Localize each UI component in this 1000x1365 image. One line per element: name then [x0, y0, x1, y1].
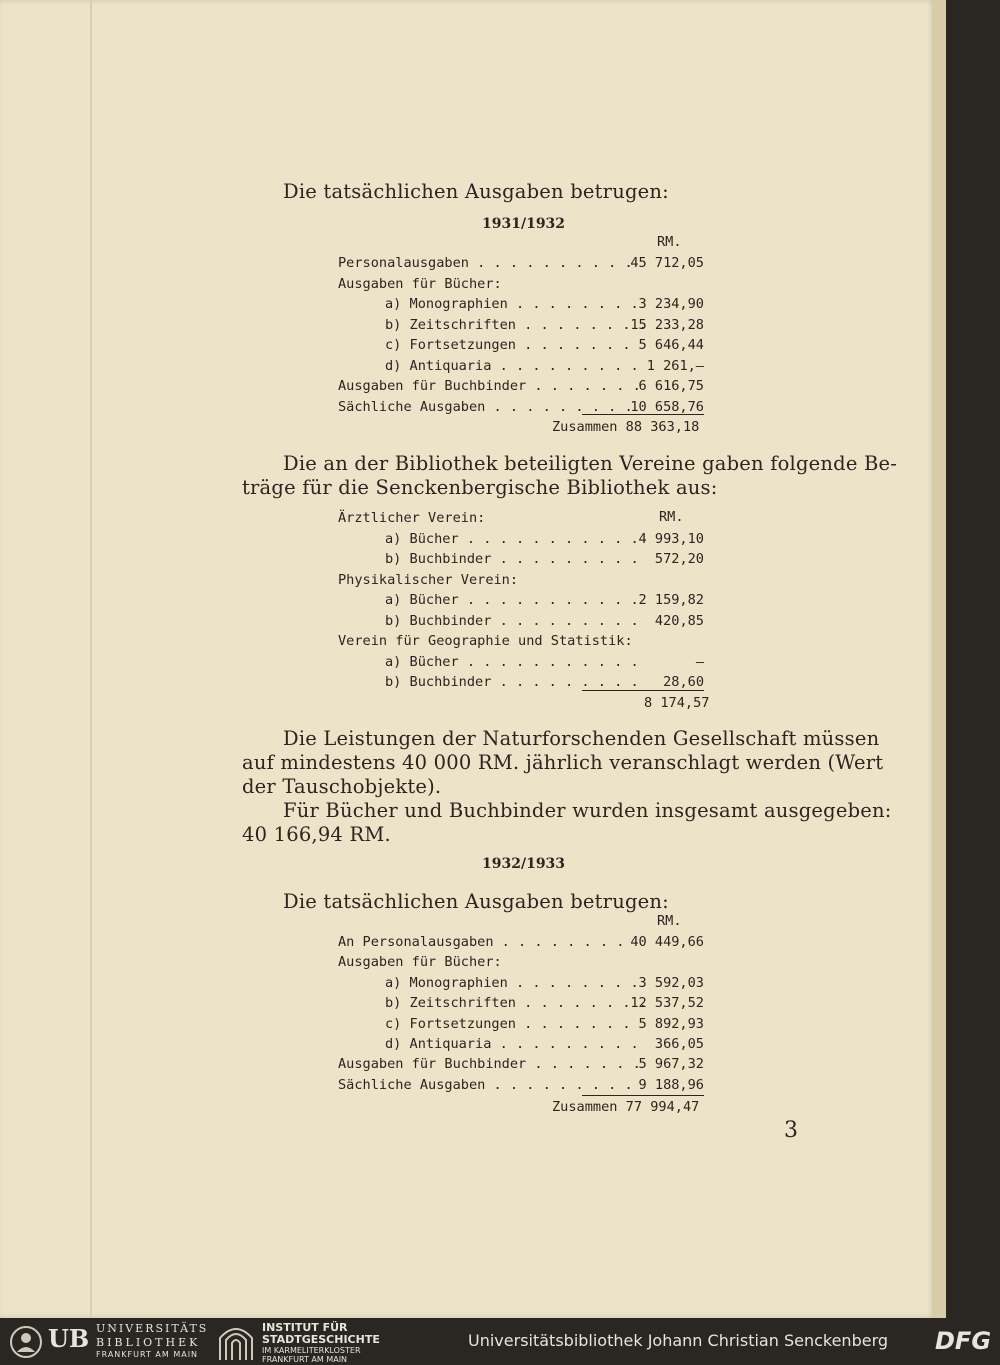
- currency-header-1931: RM.: [657, 234, 682, 250]
- row-value: 40 449,66: [630, 934, 704, 950]
- table-row: [338, 1075, 704, 1095]
- row-value: 572,20: [654, 551, 704, 567]
- paragraph-buecher-line1: Für Bücher und Buchbinder wurden insgesamt ausgegeben:: [283, 799, 892, 822]
- table-row: [338, 274, 704, 294]
- paragraph-buecher-line2: 40 166,94 RM.: [242, 823, 391, 846]
- row-label: Ausgaben für Bücher:: [338, 275, 502, 292]
- row-value: —: [695, 653, 704, 670]
- row-label: b) Zeitschriften . . . . . . . .: [385, 995, 647, 1012]
- table-row: [338, 932, 704, 952]
- intro-paragraph-1931: Die tatsächlichen Ausgaben betrugen:: [283, 180, 669, 203]
- table-row: [338, 631, 704, 651]
- row-value: 3 592,03: [638, 974, 704, 991]
- page-fold: [90, 0, 92, 1318]
- row-label: a) Bücher . . . . . . . . . . .: [385, 592, 639, 608]
- row-label: b) Buchbinder . . . . . . . . .: [385, 674, 639, 690]
- footer-bar: [0, 1318, 1000, 1365]
- table-row: [385, 294, 704, 314]
- dfg-logo: DFG: [935, 1327, 992, 1355]
- year-heading-1931: 1931/1932: [482, 216, 566, 232]
- paragraph-leistungen-line2: auf mindestens 40 000 RM. jährlich veranschlagt werden (Wert: [242, 751, 884, 774]
- table-row: [385, 611, 704, 631]
- table-row: [385, 652, 704, 672]
- isg-line1: INSTITUT FÜR: [262, 1321, 348, 1334]
- paragraph-leistungen-line1: Die Leistungen der Naturforschenden Gesellschaft müssen: [283, 727, 880, 750]
- table-row: [338, 508, 704, 528]
- intro-paragraph-1932: Die tatsächlichen Ausgaben betrugen:: [283, 890, 669, 913]
- row-value: 366,05: [654, 1036, 704, 1052]
- row-value: 6 616,75: [638, 378, 704, 394]
- total-1932: Zusammen 77 994,47: [552, 1099, 700, 1115]
- row-value: 15 233,28: [630, 316, 704, 333]
- page-edge: [932, 0, 946, 1318]
- row-value: 5 892,93: [638, 1015, 704, 1032]
- ub-line3: FRANKFURT AM MAIN: [96, 1350, 199, 1359]
- table-row: [385, 549, 704, 569]
- row-label: Ärztlicher Verein:: [338, 510, 486, 526]
- library-name: Universitätsbibliothek Johann Christian Senckenberg: [468, 1331, 889, 1350]
- sum-rule-1932: [582, 1095, 704, 1096]
- ub-line1: UNIVERSITÄTS: [96, 1322, 209, 1335]
- page-number: 3: [784, 1118, 798, 1143]
- currency-header-vereine: RM.: [659, 509, 684, 525]
- row-label: a) Bücher . . . . . . . . . . .: [385, 653, 639, 670]
- table-row: [338, 570, 704, 590]
- table-row: [338, 1054, 704, 1074]
- row-value: 5 646,44: [638, 337, 704, 353]
- row-label: a) Monographien . . . . . . . .: [385, 974, 639, 991]
- total-vereine: 8 174,57: [644, 695, 710, 711]
- row-value: 5 967,32: [638, 1056, 704, 1073]
- sum-rule-vereine: [582, 690, 704, 691]
- table-row: [385, 335, 704, 355]
- row-value: 1 261,—: [646, 357, 704, 374]
- table-row: [338, 952, 704, 972]
- row-value: 12 537,52: [630, 995, 704, 1012]
- isg-line4: FRANKFURT AM MAIN: [262, 1355, 348, 1364]
- sum-rule-1931: [582, 414, 704, 415]
- table-row: [385, 993, 704, 1013]
- row-label: b) Buchbinder . . . . . . . . .: [385, 551, 639, 567]
- isg-line2: STADTGESCHICHTE: [262, 1333, 380, 1346]
- row-value: 10 658,76: [630, 398, 704, 415]
- table-row: [385, 1034, 704, 1054]
- paragraph-vereine-line2: träge für die Senckenbergische Bibliothek aus:: [242, 476, 718, 499]
- row-label: c) Fortsetzungen . . . . . . .: [385, 1015, 631, 1032]
- row-label: b) Zeitschriften . . . . . . . .: [385, 316, 647, 333]
- ub-line2: BIBLIOTHEK: [96, 1336, 201, 1349]
- row-label: Verein für Geographie und Statistik:: [338, 633, 633, 649]
- table-row: [338, 253, 704, 273]
- table-row: [385, 356, 704, 376]
- table-row: [385, 529, 704, 549]
- table-row: [385, 590, 704, 610]
- row-value: 4 993,10: [638, 530, 704, 547]
- row-label: Ausgaben für Buchbinder . . . . . . .: [338, 1056, 641, 1073]
- row-label: a) Monographien . . . . . . . .: [385, 296, 639, 312]
- row-label: d) Antiquaria . . . . . . . . .: [385, 357, 639, 374]
- table-row: [338, 376, 704, 396]
- row-value: 3 234,90: [638, 296, 704, 312]
- paragraph-leistungen-line3: der Tauschobjekte).: [242, 775, 442, 798]
- row-label: Ausgaben für Buchbinder . . . . . . .: [338, 378, 641, 394]
- ub-seal-icon: [8, 1324, 48, 1360]
- row-value: 9 188,96: [638, 1076, 704, 1093]
- row-label: a) Bücher . . . . . . . . . . .: [385, 530, 639, 547]
- row-label: Personalausgaben . . . . . . . . . .: [338, 255, 633, 271]
- row-label: Sächliche Ausgaben . . . . . . . . .: [338, 1076, 633, 1093]
- row-label: d) Antiquaria . . . . . . . . .: [385, 1036, 639, 1052]
- row-label: An Personalausgaben . . . . . . . .: [338, 934, 625, 950]
- total-1931: Zusammen 88 363,18: [552, 419, 700, 435]
- currency-header-1932: RM.: [657, 913, 682, 929]
- row-label: b) Buchbinder . . . . . . . . .: [385, 612, 639, 629]
- isg-line3: IM KARMELITERKLOSTER: [262, 1346, 361, 1355]
- table-row: [385, 672, 704, 692]
- row-label: Ausgaben für Bücher:: [338, 954, 502, 971]
- table-row: [385, 315, 704, 335]
- ub-logo-mark: UB: [48, 1324, 90, 1353]
- table-row: [385, 1014, 704, 1034]
- row-value: 420,85: [654, 612, 704, 629]
- row-label: c) Fortsetzungen . . . . . . .: [385, 337, 631, 353]
- table-row: [385, 973, 704, 993]
- paragraph-vereine-line1: Die an der Bibliothek beteiligten Vereine gaben folgende Be-: [283, 452, 898, 475]
- row-value: 45 712,05: [630, 255, 704, 271]
- row-label: Physikalischer Verein:: [338, 571, 519, 588]
- year-heading-1932: 1932/1933: [482, 856, 566, 872]
- row-value: 28,60: [663, 674, 704, 690]
- row-value: 2 159,82: [638, 592, 704, 608]
- isg-arch-icon: [216, 1324, 256, 1360]
- row-label: Sächliche Ausgaben . . . . . . . . .: [338, 398, 633, 415]
